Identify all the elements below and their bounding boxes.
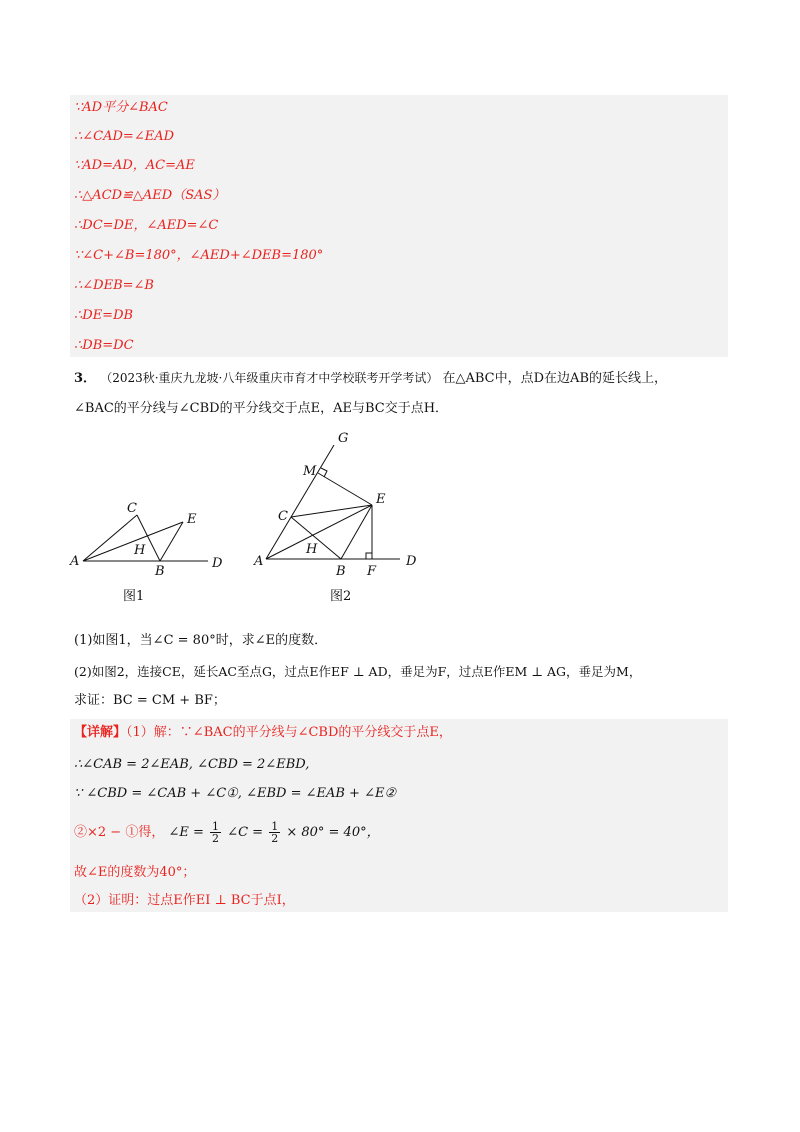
fig2-label: B	[336, 564, 346, 579]
solution-line-1	[74, 724, 452, 742]
proof-line: ∵AD=AD，AC=AE	[74, 158, 195, 173]
fraction-half: $\frac{1}{2}$	[212, 820, 220, 845]
solution-part-1: （1）解：	[126, 725, 180, 740]
proof-line: ∴∠DEB=∠B	[74, 278, 154, 293]
solution-line-5: 故∠E的度数为40°；	[74, 865, 196, 880]
solution-step: ②×2 − ①得，	[74, 825, 165, 840]
fraction-half: $\frac{1}{2}$	[271, 820, 279, 845]
problem-3-stem	[74, 369, 667, 388]
fig1-label: E	[187, 512, 197, 527]
proof-line: ∵∠C+∠B=180°，∠AED+∠DEB=180°	[74, 248, 324, 263]
problem-stem-a: 在△ABC中，点D在边AB的延长线上，	[442, 371, 667, 386]
fig2-label: F	[367, 564, 377, 579]
solution-panel	[70, 719, 728, 912]
fig1-label: H	[134, 543, 146, 558]
solution-line-3: ∵ ∠CBD = ∠CAB + ∠C①, ∠EBD = ∠EAB + ∠E②	[74, 786, 397, 801]
figure-2	[253, 431, 417, 579]
figure-1-caption: 图1	[123, 589, 145, 604]
proof-line: ∴DC=DE，∠AED=∠C	[74, 218, 219, 233]
geometry-figures	[0, 425, 800, 615]
fig1-label: C	[127, 501, 137, 516]
fig2-label: C	[278, 509, 288, 524]
fig2-label: E	[376, 492, 386, 507]
proof-line: ∴DB=DC	[74, 338, 134, 353]
question-2-line2: 求证：BC = CM + BF；	[74, 693, 226, 708]
equation-part: ∠E =	[168, 825, 204, 840]
proof-line: ∴△ACD≌△AED（SAS）	[74, 188, 226, 203]
fig2-label: M	[303, 464, 317, 479]
proof-line: ∵AD平分∠BAC	[74, 100, 168, 115]
fig2-label: G	[338, 431, 349, 446]
question-2-line1: (2)如图2，连接CE，延长AC至点G，过点E作EF ⊥ AD，垂足为F，过点E作EM ⊥ AG，垂足为M，	[74, 664, 642, 679]
proof-line: ∴∠CAD=∠EAD	[74, 129, 175, 144]
fig2-label: D	[406, 554, 417, 569]
figure-2-caption: 图2	[330, 589, 352, 604]
equation-part: ∠C =	[227, 825, 264, 840]
problem-number: 3．	[74, 371, 97, 386]
problem-source: （2023秋·重庆九龙坡·八年级重庆市育才中学校联考开学考试）	[100, 371, 439, 385]
fig1-label: A	[70, 554, 80, 569]
question-1: (1)如图1，当∠C = 80°时，求∠E的度数．	[74, 633, 328, 648]
proof-line: ∴DE=DB	[74, 308, 134, 323]
equation-part: × 80° = 40°，	[286, 825, 380, 840]
solution-line-4	[74, 818, 380, 848]
fig2-label: H	[306, 542, 318, 557]
solution-line-6: （2）证明：过点E作EI ⊥ BC于点I，	[74, 893, 295, 908]
fig2-label: A	[254, 554, 264, 569]
problem-3-stem-line2: ∠BAC的平分线与∠CBD的平分线交于点E，AE与BC交于点H．	[74, 401, 449, 416]
solution-tag: 【详解】	[74, 725, 127, 740]
figure-1	[69, 501, 223, 579]
solution-text: ∵∠BAC的平分线与∠CBD的平分线交于点E，	[179, 725, 452, 740]
solution-line-2: ∴∠CAB = 2∠EAB, ∠CBD = 2∠EBD,	[74, 757, 310, 772]
fig1-label: D	[212, 556, 223, 571]
fig1-label: B	[155, 564, 165, 579]
